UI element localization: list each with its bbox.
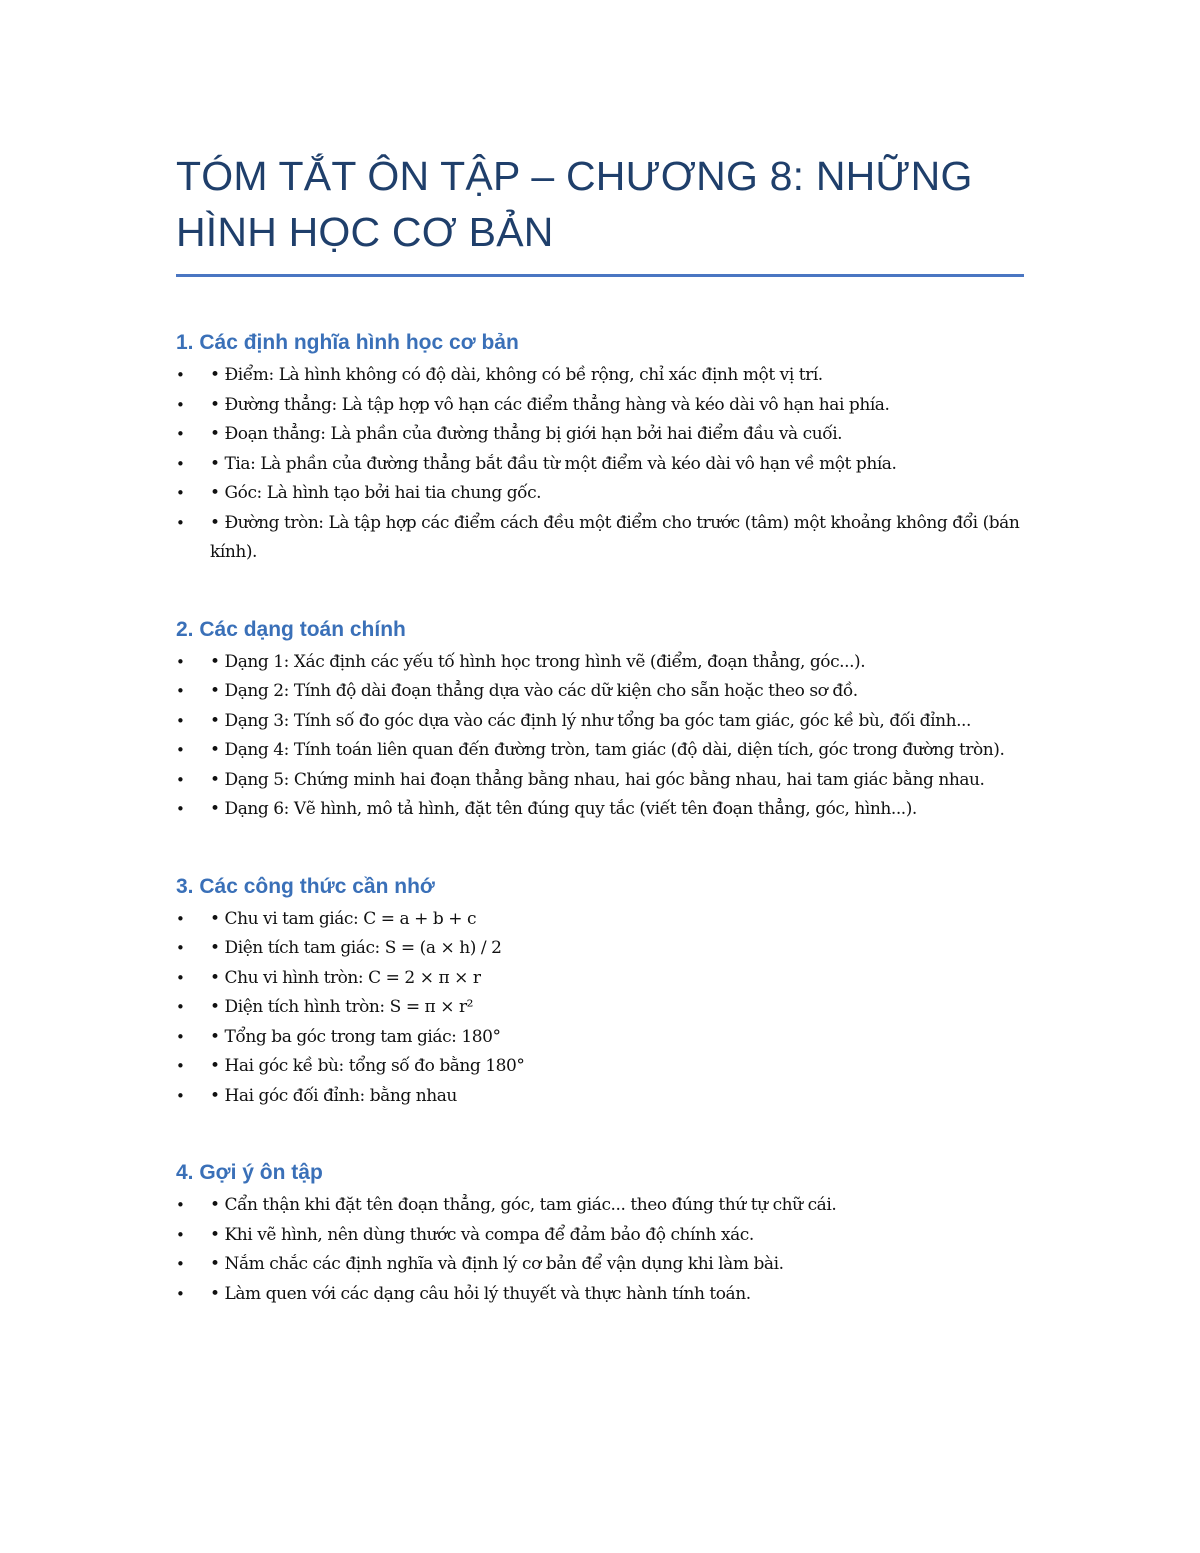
bullet-icon: • <box>176 484 185 502</box>
section-problem-types <box>176 616 1024 825</box>
list-item <box>176 1221 1024 1251</box>
list-item <box>176 993 1024 1023</box>
list-item-text: • Đường thẳng: Là tập hợp vô hạn các điểm thẳng hàng và kéo dài vô hạn hai phía. <box>210 394 890 415</box>
bullet-icon: • <box>176 1284 185 1303</box>
bullet-icon: • <box>176 1086 185 1105</box>
list-item-text: • Tổng ba góc trong tam giác: 180° <box>210 1026 501 1047</box>
list-item <box>176 905 1024 935</box>
study-tips-list <box>176 1191 1024 1309</box>
list-item-text: • Làm quen với các dạng câu hỏi lý thuyết và thực hành tính toán. <box>210 1283 751 1304</box>
bullet-icon: • <box>176 1255 185 1273</box>
list-item <box>176 795 1024 825</box>
section-study-tips <box>176 1159 1024 1309</box>
list-item <box>176 648 1024 678</box>
bullet-icon: • <box>176 770 185 789</box>
bullet-icon: • <box>176 1225 185 1244</box>
list-item-text: • Góc: Là hình tạo bởi hai tia chung gốc. <box>210 483 542 503</box>
list-item-text: • Chu vi hình tròn: C = 2 × π × r <box>210 967 481 988</box>
bullet-icon: • <box>176 711 185 730</box>
list-item <box>176 420 1024 450</box>
list-item <box>176 766 1024 796</box>
bullet-icon: • <box>176 1057 185 1075</box>
section-formulas <box>176 873 1024 1112</box>
bullet-icon: • <box>176 682 185 700</box>
bullet-icon: • <box>176 1027 185 1046</box>
bullet-icon: • <box>176 425 185 443</box>
bullet-icon: • <box>176 454 185 473</box>
title-line-1: TÓM TẮT ÔN TẬP – CHƯƠNG 8: NHỮNG <box>176 153 973 199</box>
section-heading: 3. Các công thức cần nhớ <box>176 874 435 898</box>
list-item <box>176 1250 1024 1280</box>
list-item <box>176 677 1024 707</box>
bullet-icon: • <box>176 800 185 818</box>
bullet-icon: • <box>176 741 185 759</box>
bullet-icon: • <box>176 1196 185 1214</box>
section-definitions <box>176 329 1024 568</box>
document-page <box>176 148 1024 1309</box>
list-item <box>176 1082 1024 1112</box>
list-item-text: • Đường tròn: Là tập hợp các điểm cách đều một điểm cho trước (tâm) một khoảng không đổi (bán kính). <box>210 512 1020 562</box>
section-heading: 4. Gợi ý ôn tập <box>176 1161 323 1184</box>
list-item-text: • Hai góc đối đỉnh: bằng nhau <box>210 1085 457 1106</box>
list-item <box>176 707 1024 737</box>
list-item <box>176 1023 1024 1053</box>
list-item <box>176 391 1024 421</box>
list-item <box>176 964 1024 994</box>
list-item-text: • Điểm: Là hình không có độ dài, không có bề rộng, chỉ xác định một vị trí. <box>210 365 823 385</box>
list-item-text: • Dạng 6: Vẽ hình, mô tả hình, đặt tên đúng quy tắc (viết tên đoạn thẳng, góc, hình...). <box>210 799 917 819</box>
list-item-text: • Dạng 3: Tính số đo góc dựa vào các định lý như tổng ba góc tam giác, góc kề bù, đối đỉnh... <box>210 710 971 731</box>
problem-types-list <box>176 648 1024 825</box>
definitions-list <box>176 361 1024 568</box>
title-line-2: HÌNH HỌC CƠ BẢN <box>176 209 554 255</box>
list-item <box>176 934 1024 964</box>
bullet-icon: • <box>176 366 185 384</box>
list-item-text: • Diện tích tam giác: S = (a × h) / 2 <box>210 938 502 958</box>
list-item-text: • Chu vi tam giác: C = a + b + c <box>210 908 477 929</box>
list-item-text: • Dạng 2: Tính độ dài đoạn thẳng dựa vào các dữ kiện cho sẵn hoặc theo sơ đồ. <box>210 681 858 701</box>
list-item <box>176 361 1024 391</box>
list-item <box>176 1052 1024 1082</box>
list-item <box>176 479 1024 509</box>
list-item <box>176 1191 1024 1221</box>
list-item <box>176 736 1024 766</box>
list-item-text: • Cẩn thận khi đặt tên đoạn thẳng, góc, tam giác... theo đúng thứ tự chữ cái. <box>210 1195 837 1215</box>
list-item-text: • Đoạn thẳng: Là phần của đường thẳng bị giới hạn bởi hai điểm đầu và cuối. <box>210 424 843 444</box>
bullet-icon: • <box>176 939 185 957</box>
bullet-icon: • <box>176 998 185 1016</box>
list-item-text: • Nắm chắc các định nghĩa và định lý cơ bản để vận dụng khi làm bài. <box>210 1254 784 1274</box>
page-title <box>176 148 1024 260</box>
list-item <box>176 1280 1024 1310</box>
formulas-list <box>176 905 1024 1112</box>
bullet-icon: • <box>176 968 185 987</box>
list-item-text: • Hai góc kề bù: tổng số đo bằng 180° <box>210 1056 525 1076</box>
bullet-icon: • <box>176 909 185 928</box>
section-heading: 1. Các định nghĩa hình học cơ bản <box>176 331 519 354</box>
section-heading: 2. Các dạng toán chính <box>176 617 406 641</box>
list-item-text: • Diện tích hình tròn: S = π × r² <box>210 997 474 1017</box>
list-item-text: • Khi vẽ hình, nên dùng thước và compa để đảm bảo độ chính xác. <box>210 1224 754 1245</box>
bullet-icon: • <box>176 395 185 414</box>
title-divider <box>176 274 1024 277</box>
list-item-text: • Tia: Là phần của đường thẳng bắt đầu từ một điểm và kéo dài vô hạn về một phía. <box>210 453 897 474</box>
list-item-text: • Dạng 4: Tính toán liên quan đến đường tròn, tam giác (độ dài, diện tích, góc trong đường tròn). <box>210 740 1005 760</box>
list-item <box>176 450 1024 480</box>
bullet-icon: • <box>176 652 185 671</box>
bullet-icon: • <box>176 513 185 532</box>
list-item-text: • Dạng 5: Chứng minh hai đoạn thẳng bằng nhau, hai góc bằng nhau, hai tam giác bằng nhau. <box>210 769 985 790</box>
list-item-text: • Dạng 1: Xác định các yếu tố hình học trong hình vẽ (điểm, đoạn thẳng, góc...). <box>210 651 866 672</box>
list-item <box>176 509 1024 568</box>
